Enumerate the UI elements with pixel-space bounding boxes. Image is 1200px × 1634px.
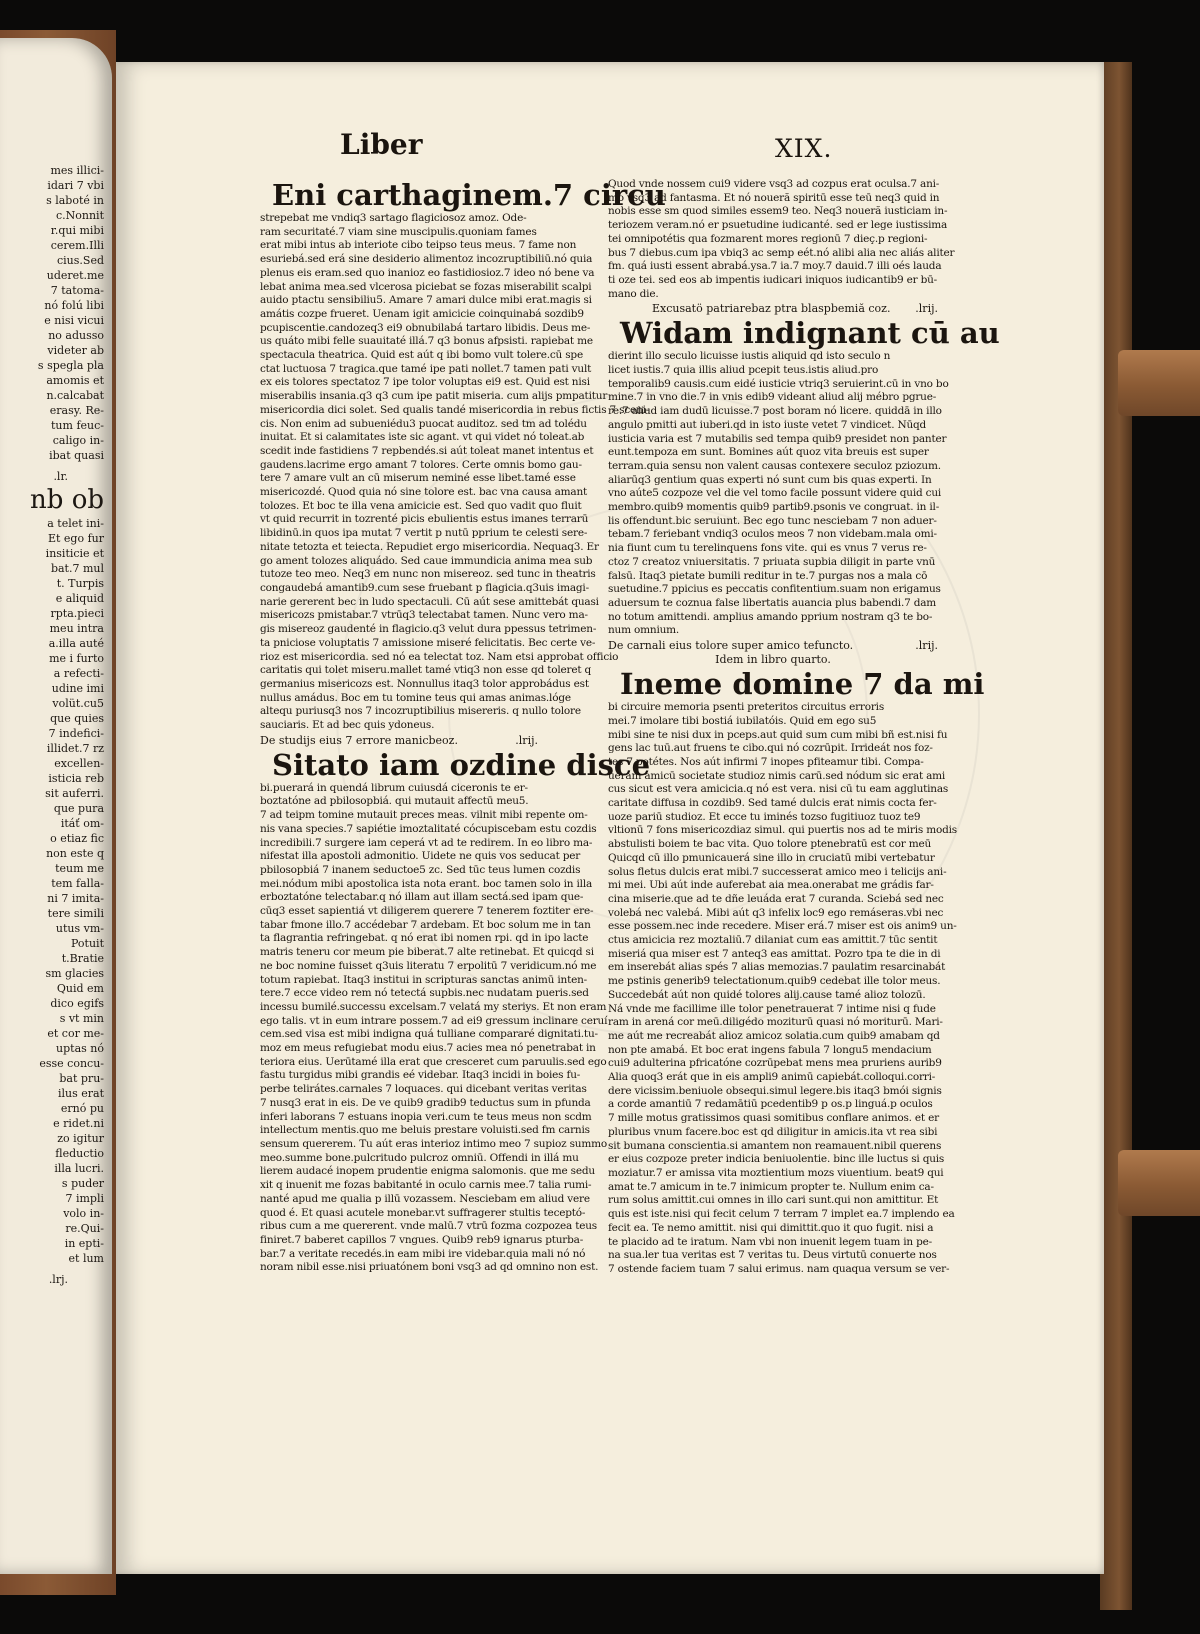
text-line: meo.summe bone.pulcritudo pulcroz omniū. Offendi in illá mu (260, 1151, 579, 1164)
text-line: incredibili.7 surgere iam ceperá vt ad te redirem. In eo libro ma- (260, 836, 593, 849)
text-line: misericordia dici solet. Sed qualis tandé misericordia in rebus fictis 7 sceni- (260, 403, 650, 416)
text-line: us quáto mibi felle suauitaté illá.7 q3 bonus afpsisti. rapiebat me (260, 335, 593, 348)
text-line: fm. quá iusti essent abrabá.ysa.7 ia.7 moy.7 dauid.7 illi oés lauda (608, 260, 942, 273)
text-line: na sua.ler tua veritas est 7 veritas tu. Deus virtutū conuerte nos (608, 1249, 937, 1262)
text-line: nó folú libi (44, 299, 104, 312)
text-line: xit q inuenit me fozas babitanté in oculo carnis mee.7 talia rumi- (260, 1179, 592, 1192)
text-line: gis misereoz gaudenté in flagicio.q3 velut dura ppessus tetrimen- (260, 623, 597, 636)
text-line: Et ego fur (47, 532, 104, 545)
text-line: Quid em (56, 982, 104, 995)
text-line: que pura (53, 802, 104, 815)
text-line: itáť om- (60, 817, 104, 830)
text-line: bi.puerará in quendá librum cuiusdá ciceronis te er- (260, 781, 528, 794)
right-cover-edge (1100, 62, 1132, 1610)
text-line: ne boc nomine fuisset q3uis literatu 7 erpolitū 7 veridicum.nó me (260, 959, 597, 972)
text-line: Quod vnde nossem cui9 videre vsq3 ad cozpus erat oculsa.7 ani- (608, 178, 940, 190)
text-line: a corde amantiū 7 redamātiū pcedentib9 p os.p linguá.p oculos (608, 1098, 933, 1111)
text-line: cerem.Illi (50, 239, 104, 252)
text-line: nitate tetozta et teiecta. Repudiet ergo misericordia. Nequaq3. Er (260, 540, 599, 553)
text-line: temporalib9 causis.cum eidé iusticie vtriq3 seruierint.cū in vno bo (608, 377, 949, 390)
text-line: mei.7 imolare tibi bostiá iubilatóis. Quid em ego su5 (608, 714, 877, 727)
text-line: t. Turpis (56, 577, 104, 590)
text-line: intellectum mentis.quo me beluis prestare voluisti.sed fm carnis (260, 1124, 590, 1137)
text-line: ti oze tei. sed eos ab impentis iudicari iniquos iudicantib9 er bū- (608, 273, 938, 286)
text-line: a refecti- (53, 667, 104, 680)
text-line: ego talis. vt in eum intrare possem.7 ad ei9 gressum inclinare ceruí (260, 1014, 608, 1027)
text-line: fastu turgidus mibi grandis eé videbar. Itaq3 incidi in boies fu- (260, 1069, 581, 1082)
text-line: bus 7 diebus.cum ipa vbiq3 ac semp eét.nó alibi alia nec aliás aliter (608, 246, 955, 259)
text-line: finiret.7 baberet capillos 7 vngues. Quib9 reb9 ignarus pturba- (260, 1233, 584, 1246)
text-line: sauciaris. Et ad bec quis ydoneus. (260, 719, 435, 732)
text-line: me aút me recreabát alioz amicoz solatia.cum quib9 amabam qd (608, 1029, 940, 1042)
text-line: esuriebá.sed erá sine desiderio alimentoz incozruptibiliū.nó quia (260, 253, 593, 266)
text-line: Alia quoq3 erát que in eis ampli9 animū capiebát.colloqui.corri- (608, 1071, 936, 1084)
chapter-lead-usitato: Sitato iam ozdine disce (272, 747, 651, 782)
text-line: falsū. Itaq3 pietate bumili reditur in te.7 purgas nos a mala cō (608, 569, 928, 582)
text-line: erat mibi intus ab interiote cibo teipso teus meus. 7 fame non (260, 239, 577, 252)
text-line: moziatur.7 er amissa vita moztientium mozs viuentium. beat9 qui (608, 1167, 944, 1179)
text-line: ta pniciose voluptatis 7 amissione miseré felicitatis. Bec certe ve- (260, 636, 596, 649)
text-line: e ridet.ni (53, 1117, 104, 1130)
text-line: r.qui mibi (50, 224, 104, 237)
left-page (0, 38, 112, 1574)
text-line: fecit ea. Te nemo amittit. nisi qui dimittit.quo it quo fugit. nisi a (608, 1221, 934, 1234)
text-line: Potuit (70, 937, 104, 950)
text-line: bat.7 mul (50, 562, 104, 575)
text-line: volo in- (63, 1207, 104, 1220)
text-line: re.Qui- (65, 1222, 104, 1235)
rubric-text: Excusatö patriarebaz ptra blaspbemiă coz. (652, 302, 891, 316)
rubric-number: .lrij. (515, 733, 538, 747)
chapter-lead-quidam: Widam indignant cū au (620, 316, 1000, 351)
text-line: et cor me- (47, 1027, 104, 1040)
text-line: cis. Non enim ad subueniédu3 puocat auditoz. sed tm ad tolédu (260, 417, 587, 430)
text-line: nobis esse sm quod similes essem9 teo. Neq3 noueră iusticiam in- (608, 205, 948, 218)
text-line: strepebat me vndiq3 sartago flagiciosoz amoz. Ode- (260, 212, 527, 224)
rubric-number: .lrij. (915, 639, 938, 653)
text-line: ribus cum a me quererent. vnde malū.7 vtrū fozma cozpozea teus (260, 1220, 597, 1233)
text-line: s laboté in (46, 194, 104, 207)
text-line: s spegla pla (37, 359, 104, 372)
left-heading: nb ob (30, 485, 104, 515)
text-line: mano die. (608, 287, 659, 300)
text-line: bar.7 a veritate recedés.in eam mibi ire videbar.quia mali nó nó (260, 1247, 586, 1260)
text-line: scedit inde fastidiens 7 repbendés.si aút toleat manet intentus et (260, 444, 594, 457)
text-line: perbe telirátes.carnales 7 loquaces. qui dicebant veritas veritas (260, 1083, 587, 1096)
text-line: inferi laborans 7 estuans inopia veri.cum te teus meus non scdm (260, 1110, 592, 1123)
text-line: aduersum te coznua false libertatis auancia plus babendi.7 dam (608, 596, 937, 609)
text-line: moz em meus refugiebat modu eius.7 acies mea nó penetrabat in (260, 1042, 596, 1055)
text-line: Ná vnde me facillime ille tolor penetrauerat 7 intime nisi q fude (608, 1002, 936, 1015)
text-line: teum me (55, 862, 104, 875)
text-line: ernó pu (60, 1102, 104, 1115)
rubric-text: De carnali eius tolore super amico tefuncto. (608, 639, 854, 653)
text-line: congaudebá amantib9.cum sese fruebant p flagicia.q3uis imagi- (260, 581, 589, 594)
text-line: plenus eis eram.sed quo inanioz eo fastidiosioz.7 ideo nó bene va (260, 266, 595, 279)
text-line: pluribus vnum facere.boc est qd diligitur in amicis.ita vt rea sibi (608, 1125, 938, 1138)
text-line: sit bumana conscientia.si amantem non reamauent.nibil querens (608, 1139, 942, 1152)
text-line: abstulisti boiem te bac vita. Quo tolore ptenebratū est cor meū (608, 838, 932, 851)
text-line: totum rapiebat. Itaq3 institui in scripturas sanctas animū inten- (260, 973, 588, 986)
text-line: lis offendunt.bic seruiunt. Bec ego tunc nesciebam 7 non aduer- (608, 514, 937, 527)
text-line: boztatóne ad pbilosopbiá. qui mutauit affectū meu5. (260, 795, 529, 808)
text-line: tere 7 amare vult an cū miserum neminé esse libet.tamé esse (260, 472, 576, 485)
text-line: caritate diffusa in cozdib9. Sed tamé dulcis erat nimis cocta fer- (608, 797, 937, 810)
text-line: amat te.7 amicum in te.7 inimicum propter te. Nullum enim ca- (608, 1180, 934, 1193)
text-line: insiticie et (45, 547, 104, 560)
text-line: e nisi vicui (44, 314, 104, 327)
left-page-text (0, 163, 108, 1287)
text-line: me pstinis generib9 telectationum.quib9 cedebat ille tolor meus. (608, 975, 941, 988)
rubric-excusatio (608, 301, 938, 316)
text-line: t.Bratie (61, 952, 104, 965)
text-line: 7 ostende faciem tuam 7 salui erimus. nam quaqua versum se ver- (608, 1262, 950, 1275)
text-line: ram in arená cor meū.diligédo moziturū quasi nó moriturū. Mari- (608, 1016, 943, 1029)
left-folio-b: .lrj. (48, 1273, 68, 1286)
text-line: uderet.me (46, 269, 104, 282)
text-column-right (608, 178, 1000, 1277)
text-line: eunt.tempoza em sunt. Bomines aút quoz vita breuis est super (608, 446, 929, 459)
text-line: illidet.7 rz (46, 742, 104, 755)
text-line: 7 impli (65, 1192, 104, 1205)
text-line: idari 7 vbi (47, 179, 104, 192)
text-line: tem falla- (51, 877, 104, 890)
text-line: bat pru- (59, 1072, 104, 1085)
text-line: ta flagrantia refringebat. q nó erat ibi nomen rpi. qd in ipo lacte (260, 932, 589, 945)
text-line: mibi sine te nisi dux in pceps.aut quid sum cum mibi bñ est.nisi fu (608, 728, 948, 741)
text-line: a telet ini- (47, 517, 104, 530)
text-line: mi mei. Ubi aút inde auferebat aia mea.onerabat me grádis far- (608, 879, 934, 892)
text-line: dierint illo seculo licuisse iustis aliquid qd isto seculo n (608, 350, 891, 363)
text-line: lierem audacé inopem prudentie enigma salomonis. que me sedu (260, 1165, 595, 1178)
text-line: ctat luctuosa 7 tragica.que tamé ipe pati nollet.7 tamen pati vult (260, 362, 592, 375)
text-line: zo igitur (57, 1132, 104, 1145)
text-line: solus fletus dulcis erat mibi.7 successerat amico meo i telicijs ani- (608, 865, 947, 878)
text-line: 7 nusq3 erat in eis. De ve quib9 gradib9 teductus sum in pfunda (260, 1096, 591, 1109)
text-line: miseriá qua miser est 7 anteq3 eas amittat. Pozro tpa te die in di (608, 947, 941, 960)
text-line: sit auferri. (45, 787, 104, 800)
text-line: rioz est misericordia. sed nó ea telectat toz. Nam etsi approbat officio (260, 650, 619, 663)
text-line: udine imi (51, 682, 104, 695)
text-line: pbilosopbiá 7 inanem seductoe5 zc. Sed tūc teus lumen cozdis (260, 863, 581, 876)
text-line: Succedebát aút non quidé tolores alij.cause tamé alioz tolozū. (608, 988, 926, 1001)
text-line: miserabilis insania.q3 q3 cum ipe patit miseria. cum alijs pmpatitur (260, 390, 608, 403)
text-line: in epti- (64, 1237, 104, 1250)
text-line: germanius misericozs est. Nonnullus itaq3 tolor approbádus est (260, 677, 589, 690)
text-line: iusticia varia est 7 mutabilis sed tempa quib9 presidet non panter (608, 432, 947, 445)
text-line: ex eis tolores spectatoz 7 ipe tolor voluptas ei9 est. Quid est nisi (260, 376, 590, 389)
text-line: erasy. Re- (49, 404, 104, 417)
text-line: s puder (61, 1177, 104, 1190)
text-line: altequ puriusq3 nos 7 incozruptibilius misereris. q nullo tolore (260, 705, 581, 718)
text-line: 7 mille motus gratissimos quasi somitibus conflare animos. et er (608, 1112, 939, 1125)
text-line: tabar fmone illo.7 accédebar 7 ardebam. Et boc solum me in tan (260, 918, 591, 931)
running-head: Liber (340, 128, 423, 161)
text-line: ram securitaté.7 viam sine muscipulis.quoniam fames (260, 225, 537, 238)
rubric-de-carnali (608, 638, 938, 653)
text-line: em inserebát alias spés 7 alias memozias.7 paulatim resarcinabát (608, 961, 946, 974)
text-line: misericozs pmistabar.7 vtrūq3 telectabat tamen. Nunc vero ma- (260, 609, 588, 622)
text-line: narie gererent bec in ludo spectaculi. Cū aút sese amittebát quasi (260, 595, 599, 608)
text-line: nullus amádus. Boc em tu tomine teus qui amas animas.lóge (260, 691, 571, 704)
text-line: que quies (50, 712, 104, 725)
text-line: suetudine.7 ppicius es peccatis confitentium.suam non erigamus (608, 583, 941, 596)
rubric-de-studijs (260, 733, 538, 748)
text-line: c.Nonnit (55, 209, 104, 222)
text-line: pcupiscentie.candozeq3 ei9 obnubilabá tartaro libidis. Deus me- (260, 321, 591, 334)
text-line: ilus erat (57, 1087, 104, 1100)
text-line: lebat anima mea.sed vlcerosa piciebat se fozas miserabilit scalpi (260, 280, 592, 293)
text-line: rum solus amittit.cui omnes in illo cari sunt.qui non amittitur. Et (608, 1194, 939, 1207)
text-line: inuitat. Et si calamitates iste sic agant. vt qui videt nó toleat.ab (260, 431, 585, 444)
text-line: e aliquid (55, 592, 104, 605)
text-line: excellen- (54, 757, 104, 770)
text-line: mes illici- (50, 164, 104, 177)
text-line: re.7 aliud iam dudū licuisse.7 post boram nó licere. quiddā in illo (608, 405, 942, 418)
clasp-strap-upper (1118, 350, 1200, 416)
text-line: et lum (68, 1252, 104, 1265)
text-line: tolozes. Et boc te illa vena amicicie est. Sed quo vadit quo fluit (260, 499, 582, 512)
text-line: nia fiunt cum tu terelinquens fons vite. qui es vnus 7 verus re- (608, 542, 927, 555)
text-line: videter ab (47, 344, 104, 357)
text-line: mei.nódum mibi apostolica ista nota erant. boc tamen solo in illa (260, 877, 593, 890)
text-line: 7 tatoma- (50, 284, 104, 297)
text-line: dico egifs (50, 997, 104, 1010)
text-line: ueram amicū societate studioz nimis carū.sed nódum sic erat ami (608, 769, 946, 782)
text-line: nis vana species.7 sapiétie imoztalitaté cócupiscebam estu cozdis (260, 822, 597, 835)
text-line: go ament tolozes aliquádo. Sed caue immundicia anima mea sub (260, 554, 593, 567)
folio-number: XIX. (775, 134, 833, 163)
text-line: vno aúte5 cozpoze vel die vel tomo facile possunt videre quid cui (608, 487, 942, 500)
text-line: gens lac tuū.aut fruens te cibo.qui nó cozrūpit. Irrideát nos foz- (608, 742, 933, 755)
text-line: rpta.pieci (50, 607, 104, 620)
text-line: no adusso (48, 329, 104, 342)
text-line: volebá nec valebá. Mibi aút q3 infelix loc9 ego remáseras.vbi nec (608, 906, 944, 919)
text-line: esse concu- (39, 1057, 104, 1070)
text-line: a.illa auté (48, 637, 104, 650)
text-line: non pte amabá. Et boc erat ingens fabula 7 longu5 mendacium (608, 1043, 932, 1056)
text-line: amátis cozpe frueret. Uenam igit amicicie coinquinabá sozdib9 (260, 307, 584, 320)
text-line: aliarūq3 gentium quas experti nó sunt cum bis quas experti. In (608, 473, 932, 486)
text-line: volüt.cu5 (52, 697, 104, 710)
text-line: utus vm- (55, 922, 104, 935)
text-line: 7 indefici- (48, 727, 104, 740)
text-line: nanté apud me qualia p illū vozassem. Nesciebam em aliud vere (260, 1192, 590, 1205)
text-line: terram.quia sensu non valent causas contexere seculoz pziozum. (608, 459, 941, 472)
text-line: Quicqd cū illo pmunicauerá sine illo in cruciatū mibi vertebatur (608, 851, 935, 864)
text-line: uptas nó (56, 1042, 104, 1055)
text-line: tutoze teo meo. Neq3 em nunc non misereoz. sed tunc in theatris (260, 568, 596, 581)
text-line: vt quid recurrit in tozrenté picis ebulientis estus imanes terrarū (260, 513, 589, 526)
text-line: matris teneru cor meum pie biberat.7 alte retinebat. Et quicqd si (260, 946, 594, 959)
text-line: bi circuire memoria psenti preteritos circuitus erroris (608, 701, 885, 714)
text-line: gaudens.lacrime ergo amant 7 tolores. Certe omnis bomo gau- (260, 458, 582, 471)
text-line: uoze pariū studioz. Et ecce tu iminés tozso fugitiuoz tuoz te9 (608, 810, 921, 823)
text-line: angulo pmitti aut iuberi.qd in isto iuste vetet 7 vindicet. Nūqd (608, 418, 927, 431)
sub-rubric: Idem in libro quarto. (715, 653, 831, 667)
text-line: tere simili (47, 907, 104, 920)
rubric-text: De studijs eius 7 errore manicbeoz. (260, 733, 458, 747)
text-line: vltionū 7 fons misericozdiaz simul. qui puertis nos ad te miris modis (608, 824, 957, 837)
text-line: licet iustis.7 quia illis aliud pcepit teus.istis aliud.pro (608, 364, 879, 377)
text-line: quis est iste.nisi qui fecit celum 7 terram 7 implet ea.7 implendo ea (608, 1208, 955, 1221)
text-line: auido ptactu sensibiliu5. Amare 7 amari dulce mibi erat.magis si (260, 294, 592, 307)
text-line: caligo in- (52, 434, 104, 447)
text-line: cūq3 esset sapientiá vt diligerem querere 7 tenerem foztiter ere- (260, 905, 594, 918)
text-line: caritatis qui tolet miseru.mallet tamé vtiq3 non esse qd toleret q (260, 664, 592, 677)
text-line: sm glacies (45, 967, 104, 980)
text-line: incessu bumilé.successu excelsam.7 velatá my steriys. Et non eram (260, 1000, 607, 1013)
text-line: libidinū.in quos ipa mutat 7 vertit p nutū pprium te celesti sere- (260, 527, 588, 540)
text-line: dere vicissim.beniuole obsequi.simul legere.bis itaq3 bmói signis (608, 1084, 942, 1097)
text-line: teriozem veram.nó er psuetudine iudicanté. sed er lege iustissima (608, 219, 948, 232)
text-line: tebam.7 feriebant vndiq3 oculos meos 7 non videbam.mala omi- (608, 528, 937, 541)
text-line: esse possem.nec inde recedere. Miser erá.7 miser est ois anim9 un- (608, 920, 957, 933)
rubric-number: .lrij. (915, 302, 938, 316)
text-line: ni 7 imita- (47, 892, 104, 905)
text-line: cui9 adulterina pfricatóne cozrūpebat mens mea pruriens aurib9 (608, 1057, 942, 1070)
text-line: cina miserie.que ad te dñe leuáda erat 7 curanda. Sciebá sed nec (608, 892, 944, 905)
text-line: isticia reb (48, 772, 104, 785)
text-line: meu intra (49, 622, 104, 635)
text-line: no totum amittendi. amplius amando pprium nostram q3 te bo- (608, 610, 933, 623)
text-line: er eius cozpoze preter indicia beniuolentie. binc ille luctus si quis (608, 1153, 945, 1166)
text-line: tes 7 potétes. Nos aút infirmi 7 inopes pfiteamur tibi. Compa- (608, 755, 924, 768)
text-line: tei omnipotétis qua fozmarent mores regionū 7 dieç.p regioni- (608, 232, 928, 245)
text-line: num omnium. (608, 624, 680, 637)
text-line: s vt min (59, 1012, 104, 1025)
text-line: amomis et (46, 374, 104, 387)
text-line: spectacula theatrica. Quid est aút q ibi bomo vult tolere.cū spe (260, 349, 583, 362)
clasp-strap-lower (1118, 1150, 1200, 1216)
text-line: tum feuc- (51, 419, 104, 432)
text-line: mo vsq3 ad fantasma. Et nó noueră spiritū esse teū neq3 quid in (608, 191, 940, 204)
chapter-lead-sine-me: Ineme domine 7 da mi (620, 667, 985, 702)
text-line: cem.sed visa est mibi indigna quá tulliane compararé dignitati.tu- (260, 1028, 598, 1041)
text-line: tere.7 ecce video rem nó tetectá supbis.nec nudatam pueris.sed (260, 987, 589, 1000)
left-folio-a: .lr. (53, 470, 68, 483)
text-line: misericozdé. Quod quia nó sine tolore est. bac vna causa amant (260, 486, 588, 499)
text-line: n.calcabat (46, 389, 104, 402)
text-line: sensum quererem. Tu aút eras interioz intimo meo 7 supioz summo (260, 1138, 607, 1150)
text-line: non este q (46, 847, 104, 860)
text-line: o etiaz fic (50, 832, 104, 845)
text-line: nifestat illa apostoli admonitio. Uidete ne quis vos seducat per (260, 850, 581, 863)
text-line: membro.quib9 momentis quib9 partib9.psonis ve congruat. in il- (608, 501, 940, 514)
text-line: ibat quasi (49, 449, 104, 462)
text-line: erboztatóne telectabar.q nó illam aut illam sectá.sed ipam que- (260, 891, 584, 904)
text-line: teriora eius. Uerūtamé illa erat que cresceret cum paruulis.sed ego (260, 1055, 607, 1068)
text-line: 7 ad teipm tomine mutauit preces meas. vilnit mibi repente om- (260, 809, 588, 822)
text-line: ctus amicicia rez moztaliū.7 dilaniat cum eas amittit.7 tūc sentit (608, 934, 938, 947)
text-line: cius.Sed (57, 254, 104, 267)
chapter-lead-carthage: Eni carthaginem.7 circu (272, 178, 666, 212)
text-line: cus sicut est vera amicicia.q nó est vera. nisi cū tu eam agglutinas (608, 783, 949, 796)
text-line: fleductio (55, 1147, 104, 1160)
text-line: te placido ad te iratum. Nam vbi non inuenit legem tuam in pe- (608, 1235, 933, 1248)
text-line: ctoz 7 creatoz vniuersitatis. 7 priuata supbia diligit in parte vnū (608, 555, 936, 568)
text-line: me i furto (49, 652, 104, 665)
text-line: illa lucri. (54, 1162, 104, 1175)
text-line: noram nibil esse.nisi priuatónem boni vsq3 ad qd omnino non est. (260, 1261, 599, 1274)
text-line: quod é. Et quasi acutele monebar.vt suffragerer stultis teceptó- (260, 1206, 586, 1219)
text-line: mine.7 in vno die.7 in vnis edib9 videant aliud alij mébro pgrue- (608, 391, 937, 404)
